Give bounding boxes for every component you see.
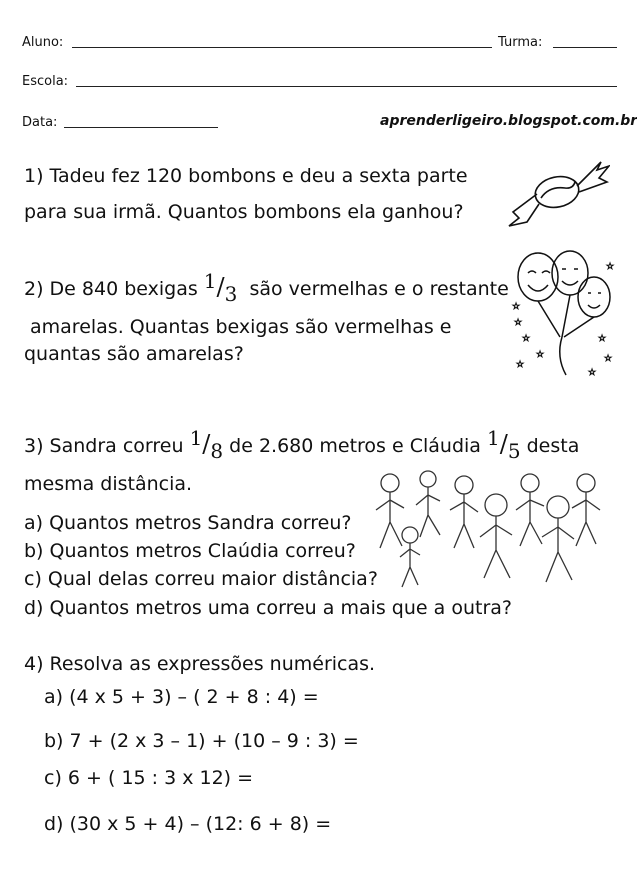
- q2-frac-num: 1: [203, 269, 217, 293]
- q2-frac-den: 3: [224, 282, 238, 306]
- aluno-label: Aluno:: [22, 35, 64, 50]
- svg-text:☆: ☆: [516, 360, 525, 370]
- q3-fraction-2: 1/5: [487, 426, 521, 463]
- svg-text:☆: ☆: [588, 368, 597, 378]
- escola-label: Escola:: [22, 74, 69, 89]
- q3-fraction-1: 1/8: [189, 426, 224, 463]
- data-field[interactable]: [64, 127, 218, 128]
- q2-post: são vermelhas e o restante: [249, 278, 509, 300]
- q4-title: 4) Resolva as expressões numéricas.: [24, 653, 376, 675]
- q3-line1: [24, 426, 580, 463]
- q3-item-a: a) Quantos metros Sandra correu?: [24, 512, 352, 534]
- svg-text:☆: ☆: [512, 302, 521, 312]
- svg-text:☆: ☆: [514, 318, 523, 328]
- q2-pre: 2) De 840 bexigas: [24, 278, 198, 300]
- q3-post: desta: [526, 435, 580, 457]
- site-url: aprenderligeiro.blogspot.com.br: [380, 113, 637, 129]
- q3-item-c: c) Qual delas correu maior distância?: [24, 568, 378, 590]
- q3-frac2-den: 5: [507, 439, 521, 463]
- q2-fraction: 1/3: [203, 269, 238, 306]
- balloons-icon: [508, 245, 620, 385]
- escola-field[interactable]: [76, 86, 617, 87]
- q3-frac1-num: 1: [189, 426, 203, 450]
- q4-item-b: b) 7 + (2 x 3 – 1) + (10 – 9 : 3) =: [44, 730, 359, 752]
- svg-text:☆: ☆: [604, 354, 613, 364]
- aluno-field[interactable]: [72, 47, 492, 48]
- q4-item-d: d) (30 x 5 + 4) – (12: 6 + 8) =: [44, 813, 332, 835]
- q4-item-a: a) (4 x 5 + 3) – ( 2 + 8 : 4) =: [44, 686, 319, 708]
- q3-frac1-den: 8: [210, 439, 224, 463]
- q1-line1: 1) Tadeu fez 120 bombons e deu a sexta parte: [24, 165, 468, 187]
- q2-line2: amarelas. Quantas bexigas são vermelhas e: [30, 316, 452, 338]
- q3-frac2-num: 1: [487, 426, 500, 450]
- q3-pre: 3) Sandra correu: [24, 435, 184, 457]
- q3-mid: de 2.680 metros e Cláudia: [229, 435, 481, 457]
- svg-text:☆: ☆: [536, 350, 545, 360]
- data-label: Data:: [22, 115, 58, 130]
- q3-item-b: b) Quantos metros Claúdia correu?: [24, 540, 356, 562]
- q1-line2: para sua irmã. Quantos bombons ela ganhou?: [24, 201, 464, 223]
- svg-text:☆: ☆: [606, 262, 615, 272]
- svg-text:☆: ☆: [598, 334, 607, 344]
- runners-illustration: [360, 465, 615, 615]
- svg-text:☆: ☆: [522, 334, 531, 344]
- turma-field[interactable]: [553, 47, 617, 48]
- candy-icon: [505, 152, 610, 230]
- q2-line3: quantas são amarelas?: [24, 343, 244, 365]
- q2-line1: [24, 269, 509, 306]
- turma-label: Turma:: [498, 35, 543, 50]
- q4-item-c: c) 6 + ( 15 : 3 x 12) =: [44, 767, 254, 789]
- q3-line2: mesma distância.: [24, 473, 193, 495]
- q3-item-d: d) Quantos metros uma correu a mais que a outra?: [24, 597, 512, 619]
